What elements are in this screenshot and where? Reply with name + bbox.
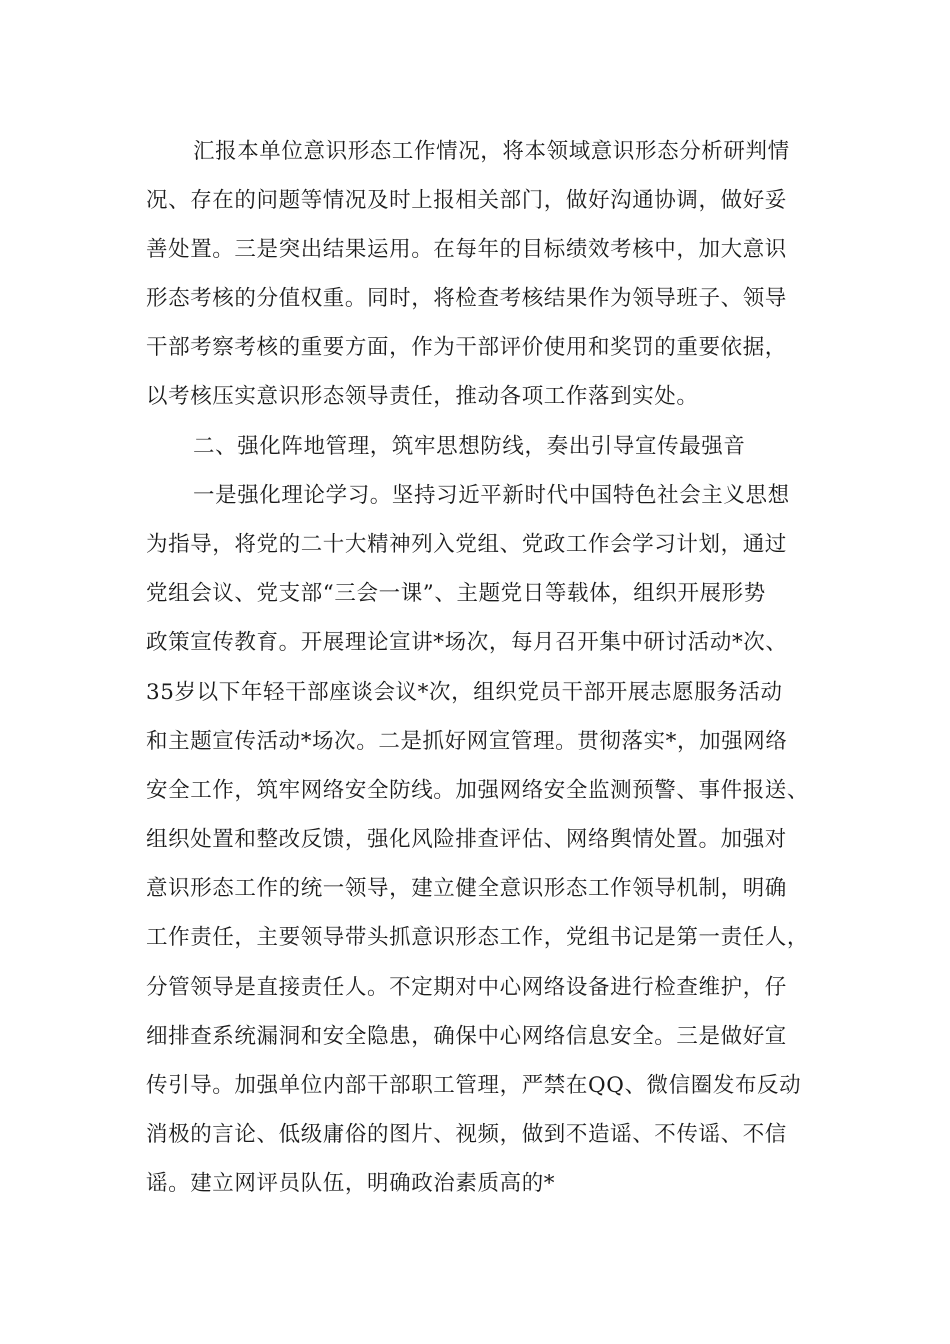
text-line-13: 和主题宣传活动*场次。二是抓好网宣管理。贯彻落实*，加强网络	[146, 729, 788, 754]
text-line-19: 细排查系统漏洞和安全隐患，确保中心网络信息安全。三是做好宣	[146, 1024, 787, 1049]
text-line-6: 以考核压实意识形态领导责任，推动各项工作落到实处。	[146, 384, 699, 409]
text-line-1: 汇报本单位意识形态工作情况，将本领域意识形态分析研判情	[193, 139, 790, 164]
text-line-5: 干部考察考核的重要方面，作为干部评价使用和奖罚的重要依据，	[146, 335, 787, 360]
text-line-11: 政策宣传教育。开展理论宣讲*场次，每月召开集中研讨活动*次、	[146, 630, 788, 655]
text-line-8: 一是强化理论学习。坚持习近平新时代中国特色社会主义思想	[193, 483, 790, 508]
text-line-2: 况、存在的问题等情况及时上报相关部门，做好沟通协调，做好妥	[146, 188, 787, 213]
text-line-15: 组织处置和整改反馈，强化风险排查评估、网络舆情处置。加强对	[146, 827, 787, 852]
text-line-10: 党组会议、党支部“三会一课”、主题党日等载体，组织开展形势	[146, 581, 766, 606]
text-line-17: 工作责任，主要领导带头抓意识形态工作，党组书记是第一责任人，	[146, 925, 810, 950]
text-line-16: 意识形态工作的统一领导，建立健全意识形态工作领导机制，明确	[146, 876, 787, 901]
text-line-22: 谣。建立网评员队伍，明确政治素质高的*	[146, 1171, 556, 1196]
section-heading: 二、强化阵地管理，筑牢思想防线，奏出引导宣传最强音	[193, 434, 746, 459]
text-line-3: 善处置。三是突出结果运用。在每年的目标绩效考核中，加大意识	[146, 237, 787, 262]
text-line-12: 35岁以下年轻干部座谈会议*次，组织党员干部开展志愿服务活动	[146, 680, 783, 705]
text-line-9: 为指导，将党的二十大精神列入党组、党政工作会学习计划，通过	[146, 532, 787, 557]
text-line-4: 形态考核的分值权重。同时，将检查考核结果作为领导班子、领导	[146, 286, 787, 311]
text-line-18: 分管领导是直接责任人。不定期对中心网络设备进行检查维护，仔	[146, 975, 787, 1000]
text-line-14: 安全工作，筑牢网络安全防线。加强网络安全监测预警、事件报送、	[146, 778, 810, 803]
text-line-20: 传引导。加强单位内部干部职工管理，严禁在QQ、微信圈发布反动	[146, 1073, 802, 1098]
text-line-21: 消极的言论、低级庸俗的图片、视频，做到不造谣、不传谣、不信	[146, 1122, 787, 1147]
